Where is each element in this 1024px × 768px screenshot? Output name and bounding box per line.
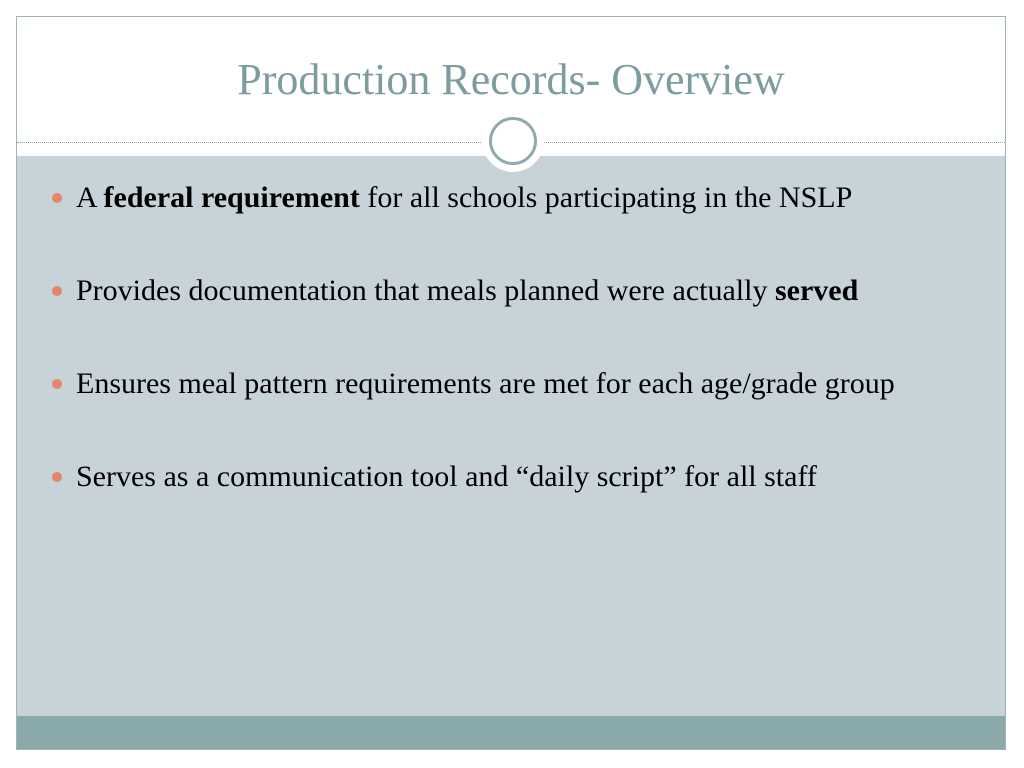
bullet-text-prefix: A (76, 181, 104, 214)
bullet-text-suffix: for all schools participating in the NSLP (359, 181, 853, 214)
bullet-icon (52, 193, 62, 203)
bullet-text-prefix: Serves as a communication tool and “daily script” for all staff (76, 460, 817, 493)
bullet-item-meal-pattern (76, 365, 965, 403)
bullet-icon (52, 379, 62, 389)
bullet-item-documentation (76, 272, 965, 310)
ornament-ring (489, 117, 537, 165)
bullet-item-communication-tool (76, 458, 965, 496)
bullet-text-prefix: Provides documentation that meals planned were actually (76, 274, 775, 307)
slide-title: Production Records- Overview (237, 55, 785, 104)
bullet-text-bold: federal requirement (103, 181, 360, 214)
bullet-text-prefix: Ensures meal pattern requirements are met for each age/grade group (76, 367, 895, 400)
slide (16, 16, 1006, 750)
bullet-icon (52, 472, 62, 482)
bullet-text-bold: served (774, 274, 859, 307)
bullet-item-federal-requirement (76, 179, 965, 217)
bullet-list (17, 179, 1005, 551)
bullet-icon (52, 286, 62, 296)
footer-bar (17, 716, 1005, 750)
circle-ornament-icon (482, 110, 544, 172)
